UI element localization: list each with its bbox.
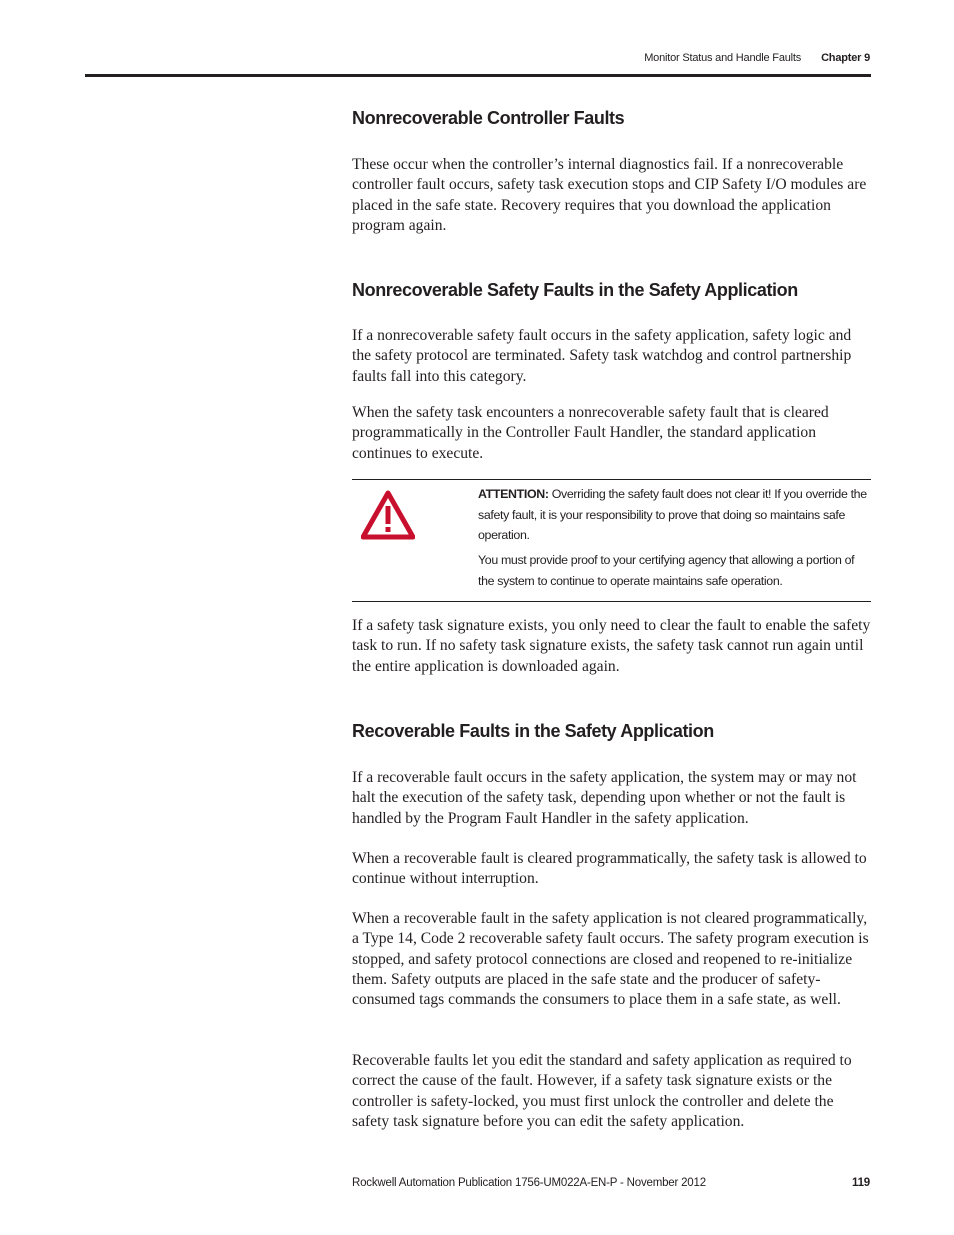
- paragraph: When a recoverable fault in the safety application is not cleared programmatically, a Type 14, Code 2 recoverable safety fault occurs. The safety program execution is stopped, and safety protocol connections are closed and reopened to re-initialize them. Safety outputs are placed in the safe state and the producer of safety-consumed tags commands the consumers to place them in a safe state, as well.: [352, 910, 869, 1009]
- paragraph: Recoverable faults let you edit the standard and safety application as required to correct the cause of the fault. However, if a safety task signature exists or the controller is safety-locked, you must first unlock the controller and delete the safety task signature before you can edit the safety application.: [352, 1052, 852, 1130]
- section-heading-recoverable-faults: Recoverable Faults in the Safety Application: [352, 721, 714, 741]
- attention-text: Overriding the safety fault does not clear it! If you override the safety fault, it is your responsibility to prove that doing so maintains safe operation.: [478, 487, 867, 542]
- warning-triangle-icon: [361, 490, 415, 540]
- paragraph: When the safety task encounters a nonrecoverable safety fault that is cleared programmatically in the Controller Fault Handler, the standard application continues to execute.: [352, 404, 829, 462]
- paragraph: These occur when the controller’s internal diagnostics fail. If a nonrecoverable controller fault occurs, safety task execution stops and CIP Safety I/O modules are placed in the safe state. Recovery requires that you download the application program again.: [352, 156, 867, 234]
- attention-label: ATTENTION:: [478, 487, 549, 501]
- attention-statement: [478, 484, 872, 546]
- header-chapter: Chapter 9: [821, 52, 870, 64]
- attention-bottom-rule: [352, 601, 871, 602]
- paragraph: When a recoverable fault is cleared programmatically, the safety task is allowed to continue without interruption.: [352, 850, 867, 888]
- paragraph: If a nonrecoverable safety fault occurs in the safety application, safety logic and the safety protocol are terminated. Safety task watchdog and control partnership faults fall into this category.: [352, 327, 852, 385]
- section-heading-nonrecoverable-controller-faults: Nonrecoverable Controller Faults: [352, 108, 625, 128]
- attention-statement-2: You must provide proof to your certifying agency that allowing a portion of the system to continue to operate maintains safe operation.: [478, 553, 855, 588]
- header-rule: [85, 74, 871, 77]
- paragraph: If a safety task signature exists, you only need to clear the fault to enable the safety task to run. If no safety task signature exists, the safety task cannot run again until the entire application is downloaded again.: [352, 617, 871, 675]
- header-section-title: Monitor Status and Handle Faults: [644, 52, 802, 64]
- attention-top-rule: [352, 479, 871, 480]
- paragraph: If a recoverable fault occurs in the safety application, the system may or may not halt the execution of the safety task, depending upon whether or not the fault is handled by the Program Fault Handler in the safety application.: [352, 769, 857, 827]
- section-heading-nonrecoverable-safety-faults: Nonrecoverable Safety Faults in the Safety Application: [352, 280, 798, 300]
- footer-publication: Rockwell Automation Publication 1756-UM022A-EN-P - November 2012: [352, 1177, 706, 1189]
- running-header: [644, 52, 870, 64]
- page-number: 119: [852, 1177, 870, 1189]
